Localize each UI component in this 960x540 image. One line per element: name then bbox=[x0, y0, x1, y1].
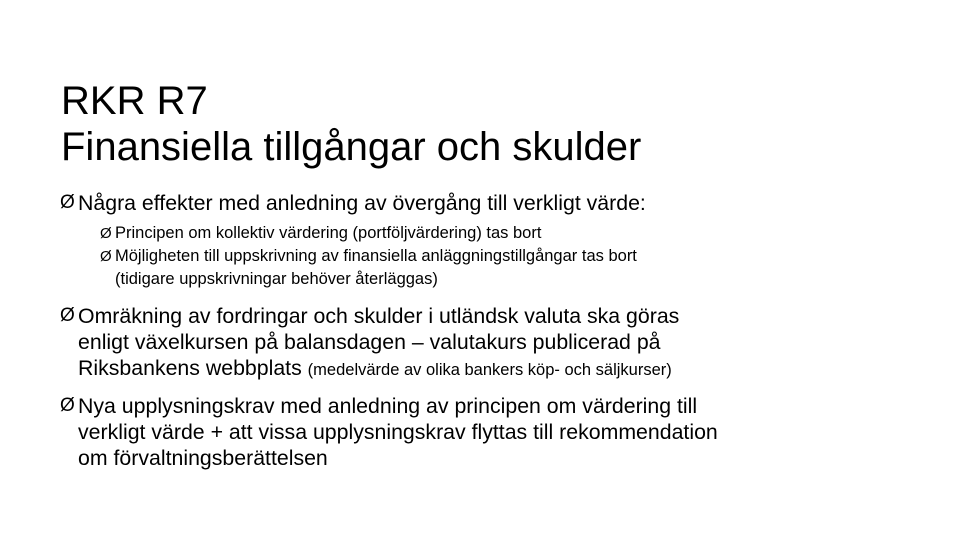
bullet-text: Några effekter med anledning av övergång till verkligt värde: bbox=[78, 191, 646, 215]
sub-bullet-collective-valuation bbox=[100, 222, 920, 245]
bullet-line-3: om förvaltningsberättelsen bbox=[78, 446, 328, 470]
arrow-bullet-icon: Ø bbox=[60, 305, 75, 326]
sub-bullet-line-2: (tidigare uppskrivningar behöver återläggas) bbox=[115, 270, 438, 288]
bullet-disclosure-requirements bbox=[60, 393, 920, 471]
bullet-line-3 bbox=[78, 355, 920, 383]
sub-bullet-revaluation bbox=[100, 245, 920, 291]
bullet-line-2: verkligt värde + att vissa upplysningskrav flyttas till rekommendation bbox=[78, 420, 718, 444]
bullet-effects bbox=[60, 190, 920, 216]
arrow-bullet-icon: Ø bbox=[100, 225, 112, 242]
bullet-line-3-main: Riksbankens webbplats bbox=[78, 356, 308, 380]
arrow-bullet-icon: Ø bbox=[100, 248, 112, 265]
arrow-bullet-icon: Ø bbox=[60, 395, 75, 416]
bullet-line-1: Omräkning av fordringar och skulder i utländsk valuta ska göras bbox=[78, 304, 680, 328]
arrow-bullet-icon: Ø bbox=[60, 192, 75, 213]
slide-body bbox=[60, 190, 920, 471]
title-line-2: Finansiella tillgångar och skulder bbox=[61, 125, 642, 169]
title-line-1: RKR R7 bbox=[61, 79, 208, 123]
slide-title bbox=[61, 78, 921, 170]
bullet-currency-conversion bbox=[60, 303, 920, 383]
sub-bullet-text: Principen om kollektiv värdering (portföljvärdering) tas bort bbox=[115, 224, 542, 242]
bullet-line-2: enligt växelkursen på balansdagen – valutakurs publicerad på bbox=[78, 330, 661, 354]
bullet-line-3-note: (medelvärde av olika bankers köp- och säljkurser) bbox=[307, 361, 672, 379]
bullet-line-1: Nya upplysningskrav med anledning av principen om värdering till bbox=[78, 394, 698, 418]
sub-bullet-line-1: Möjligheten till uppskrivning av finansiella anläggningstillgångar tas bort bbox=[115, 247, 637, 265]
